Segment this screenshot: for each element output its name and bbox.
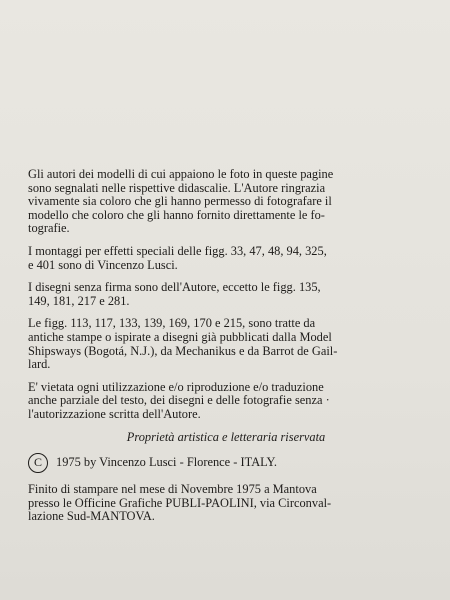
- text-line: I disegni senza firma sono dell'Autore, eccetto le figg. 135,: [28, 280, 321, 295]
- paragraph-special-effects: [28, 245, 424, 272]
- text-line: E' vietata ogni utilizzazione e/o riproduzione e/o traduzione: [28, 379, 324, 394]
- text-line: modello che coloro che gli hanno fornito direttamente le fo-: [28, 207, 325, 222]
- text-line: vivamente sia coloro che gli hanno permesso di fotografare il: [28, 194, 332, 209]
- copyright-icon: C: [28, 453, 48, 473]
- text-line: e 401 sono di Vincenzo Lusci.: [28, 257, 178, 272]
- text-line: I montaggi per effetti speciali delle figg. 33, 47, 48, 94, 325,: [28, 243, 327, 258]
- text-line: Shipsways (Bogotá, N.J.), da Mechanikus e da Barrot de Gail-: [28, 343, 338, 358]
- text-line: l'autorizzazione scritta dell'Autore.: [28, 406, 201, 421]
- text-line: anche parziale del testo, dei disegni e delle fotografie senza ·: [28, 393, 330, 408]
- paragraph-rights: [28, 381, 424, 422]
- copyright-text: 1975 by Vincenzo Lusci - Florence - ITALY.: [56, 455, 277, 470]
- paragraph-sources: [28, 317, 424, 371]
- colophon: [28, 483, 424, 524]
- paragraph-photo-credits: [28, 168, 424, 236]
- text-line: lazione Sud-MANTOVA.: [28, 509, 155, 524]
- text-line: Le figg. 113, 117, 133, 139, 169, 170 e 215, sono tratte da: [28, 316, 316, 331]
- text-line: 149, 181, 217 e 281.: [28, 293, 130, 308]
- credits-text: [28, 168, 424, 533]
- text-line: Gli autori dei modelli di cui appaiono le foto in queste pagine: [28, 167, 334, 181]
- copyright-notice: [28, 453, 424, 473]
- text-line: antiche stampe o ispirate a disegni già pubblicati dalla Model: [28, 329, 332, 344]
- paragraph-drawings: [28, 281, 424, 308]
- text-line: lard.: [28, 357, 51, 372]
- text-line: tografie.: [28, 221, 70, 236]
- text-line: presso le Officine Grafiche PUBLI-PAOLINI, via Circonval-: [28, 495, 332, 510]
- rights-reserved: Proprietà artistica e letteraria riservata: [126, 429, 326, 444]
- text-line: sono segnalati nelle rispettive didascalie. L'Autore ringrazia: [28, 180, 326, 195]
- text-line: Finito di stampare nel mese di Novembre 1975 a Mantova: [28, 482, 317, 497]
